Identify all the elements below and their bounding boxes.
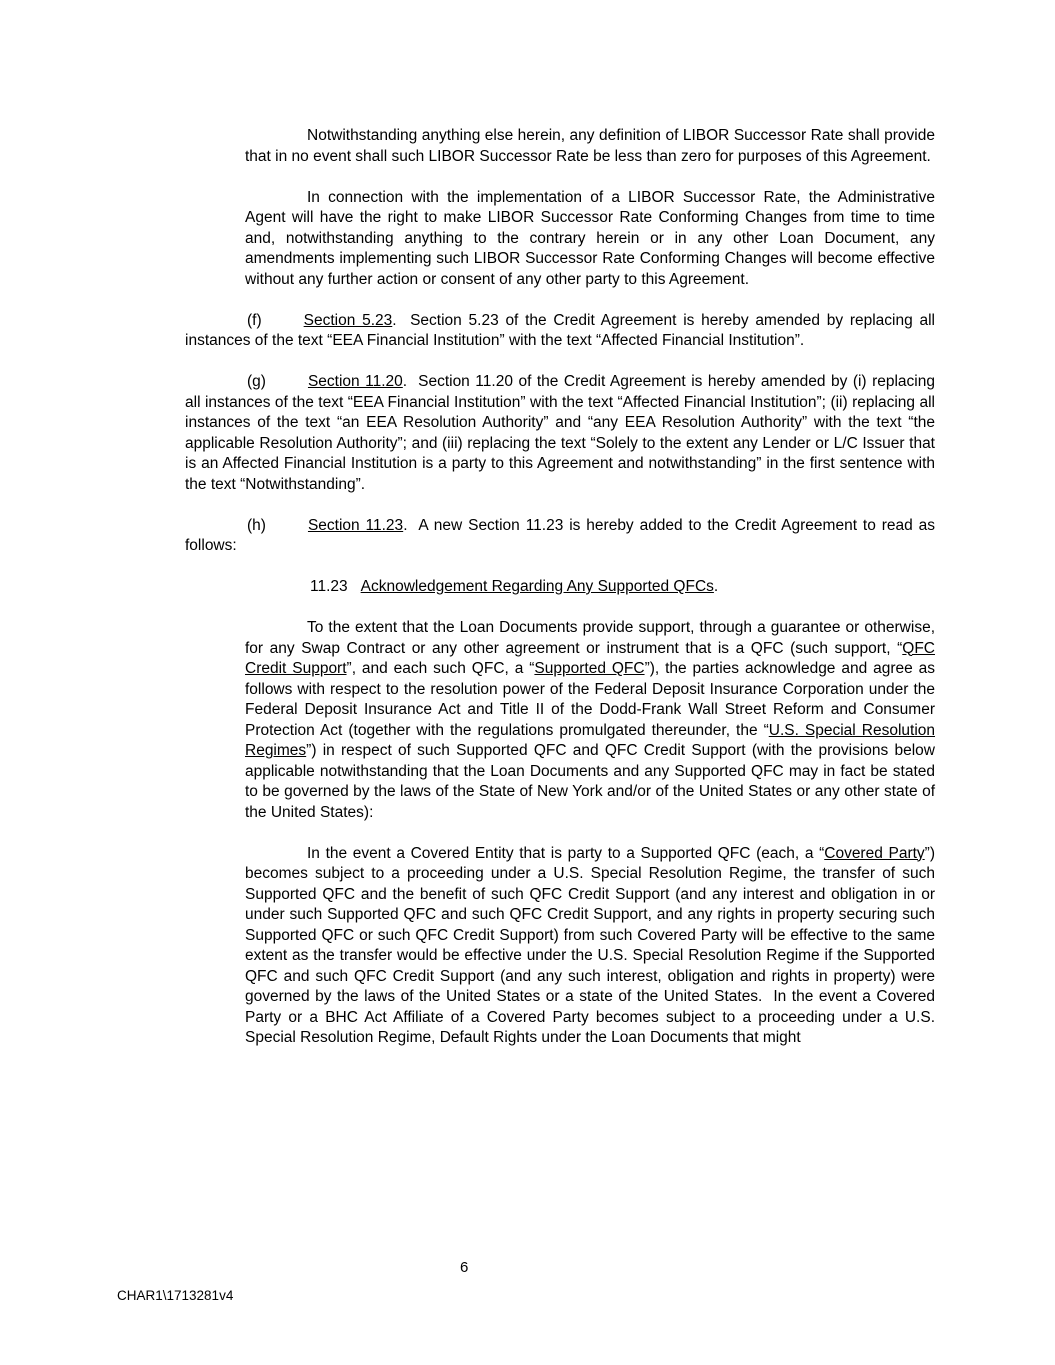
text-run: In the event a Covered Entity that is party to a Supported QFC (each, a “ [307, 844, 825, 862]
text-run: (f) [247, 311, 262, 329]
blockquote-covered-entity [245, 844, 935, 1049]
text-run: To the extent that the Loan Documents provide support, through a guarantee or otherwise, for any Swap Contract or any other agreement or instrument that is a QFC (such support, “ [245, 619, 935, 657]
text-run: ”) becomes subject to a proceeding under a U.S. Special Resolution Regime, the transfer of such Supported QFC and the benefit of such QFC Credit Support (and any interest and obligation in or under such Supported QFC and such QFC Credit Support, and any rights in property securing such Supported QFC or such QFC Credit Support) from such Covered Party will be effective to the same extent as the transfer would be effective under the U.S. Special Resolution Regime if the Supported QFC and such QFC Credit Support (and any such interest, obligation and rights in property) were governed by the laws of the United States or a state of the United States. In the event a Covered Party or a BHC Act Affiliate of a Covered Party becomes subject to a proceeding under a U.S. Special Resolution Regime, Default Rights under the Loan Documents that might [245, 844, 935, 1046]
text-run: Acknowledgement Regarding Any Supported QFCs [360, 578, 714, 595]
clause-h-section-11-23 [185, 516, 935, 557]
blockquote-libor-floor [245, 126, 935, 167]
document-id: CHAR1\1713281v4 [117, 1288, 234, 1303]
text-run: Supported QFC [534, 660, 645, 677]
text-run: . Section 5.23 of the Credit Agreement is hereby amended by replacing all instances of the text “EEA Financial Institution” with the text “Affected Financial Institution”. [185, 311, 935, 349]
document-body [185, 126, 935, 1069]
clause-f-section-5-23 [185, 311, 935, 352]
clause-g-section-11-20 [185, 372, 935, 495]
text-run: 11.23 [310, 578, 348, 595]
text-run: QFC Credit Support [245, 639, 935, 677]
page-number: 6 [460, 1259, 469, 1276]
text-run: (g) [247, 373, 266, 390]
blockquote-qfc-support [245, 618, 935, 823]
text-run: ”), the parties acknowledge and agree as follows with respect to the resolution power of the Federal Deposit Insurance Corporation under the Federal Deposit Insurance Act and Title II of the Dodd-Frank Wall Street Reform and Consumer Protection Act (together with the regulations promulgated thereunder, the “ [245, 660, 935, 739]
text-run: Notwithstanding anything else herein, any definition of LIBOR Successor Rate shall provide that in no event shall such LIBOR Successor Rate be less than zero for purposes of this Agreement. [245, 127, 935, 165]
text-run: . Section 11.20 of the Credit Agreement is hereby amended by (i) replacing all instances of the text “EEA Financial Institution” with the text “Affected Financial Institution”; (ii) replacing all instances of the text “an EEA Resolution Authority” and “any EEA Resolution Authority” with the text “the applicable Resolution Authority”; and (iii) replacing the text “Solely to the extent any Lender or L/C Issuer that is an Affected Financial Institution is a party to this Agreement and notwithstanding” in the first sentence with the text “Notwithstanding”. [185, 373, 935, 493]
text-run: . [713, 578, 719, 595]
text-run: Covered Party [824, 844, 925, 862]
text-run: ”) in respect of such Supported QFC and QFC Credit Support (with the provisions below applicable notwithstanding that the Loan Documents and any Supported QFC may in fact be stated to be governed by the laws of the State of New York and/or of the United States or any other state of the United States): [245, 742, 935, 821]
text-run: In connection with the implementation of a LIBOR Successor Rate, the Administrative Agent will have the right to make LIBOR Successor Rate Conforming Changes from time to time and, notwithstanding anything to the contrary herein or in any other Loan Document, any amendments implementing such LIBOR Successor Rate Conforming Changes will become effective without any further action or consent of any other party to this Agreement. [245, 188, 935, 288]
section-heading-11-23 [310, 577, 935, 598]
text-run: Section 5.23 [303, 311, 393, 329]
text-run: Section 11.23 [307, 516, 404, 534]
text-run: . A new Section 11.23 is hereby added to the Credit Agreement to read as follows: [185, 516, 935, 554]
text-run: (h) [247, 516, 266, 534]
text-run: ”, and each such QFC, a “ [346, 660, 535, 677]
text-run: U.S. Special Resolution Regimes [245, 721, 936, 759]
text-run: Section 11.20 [307, 373, 403, 390]
blockquote-conforming-changes [245, 188, 935, 291]
